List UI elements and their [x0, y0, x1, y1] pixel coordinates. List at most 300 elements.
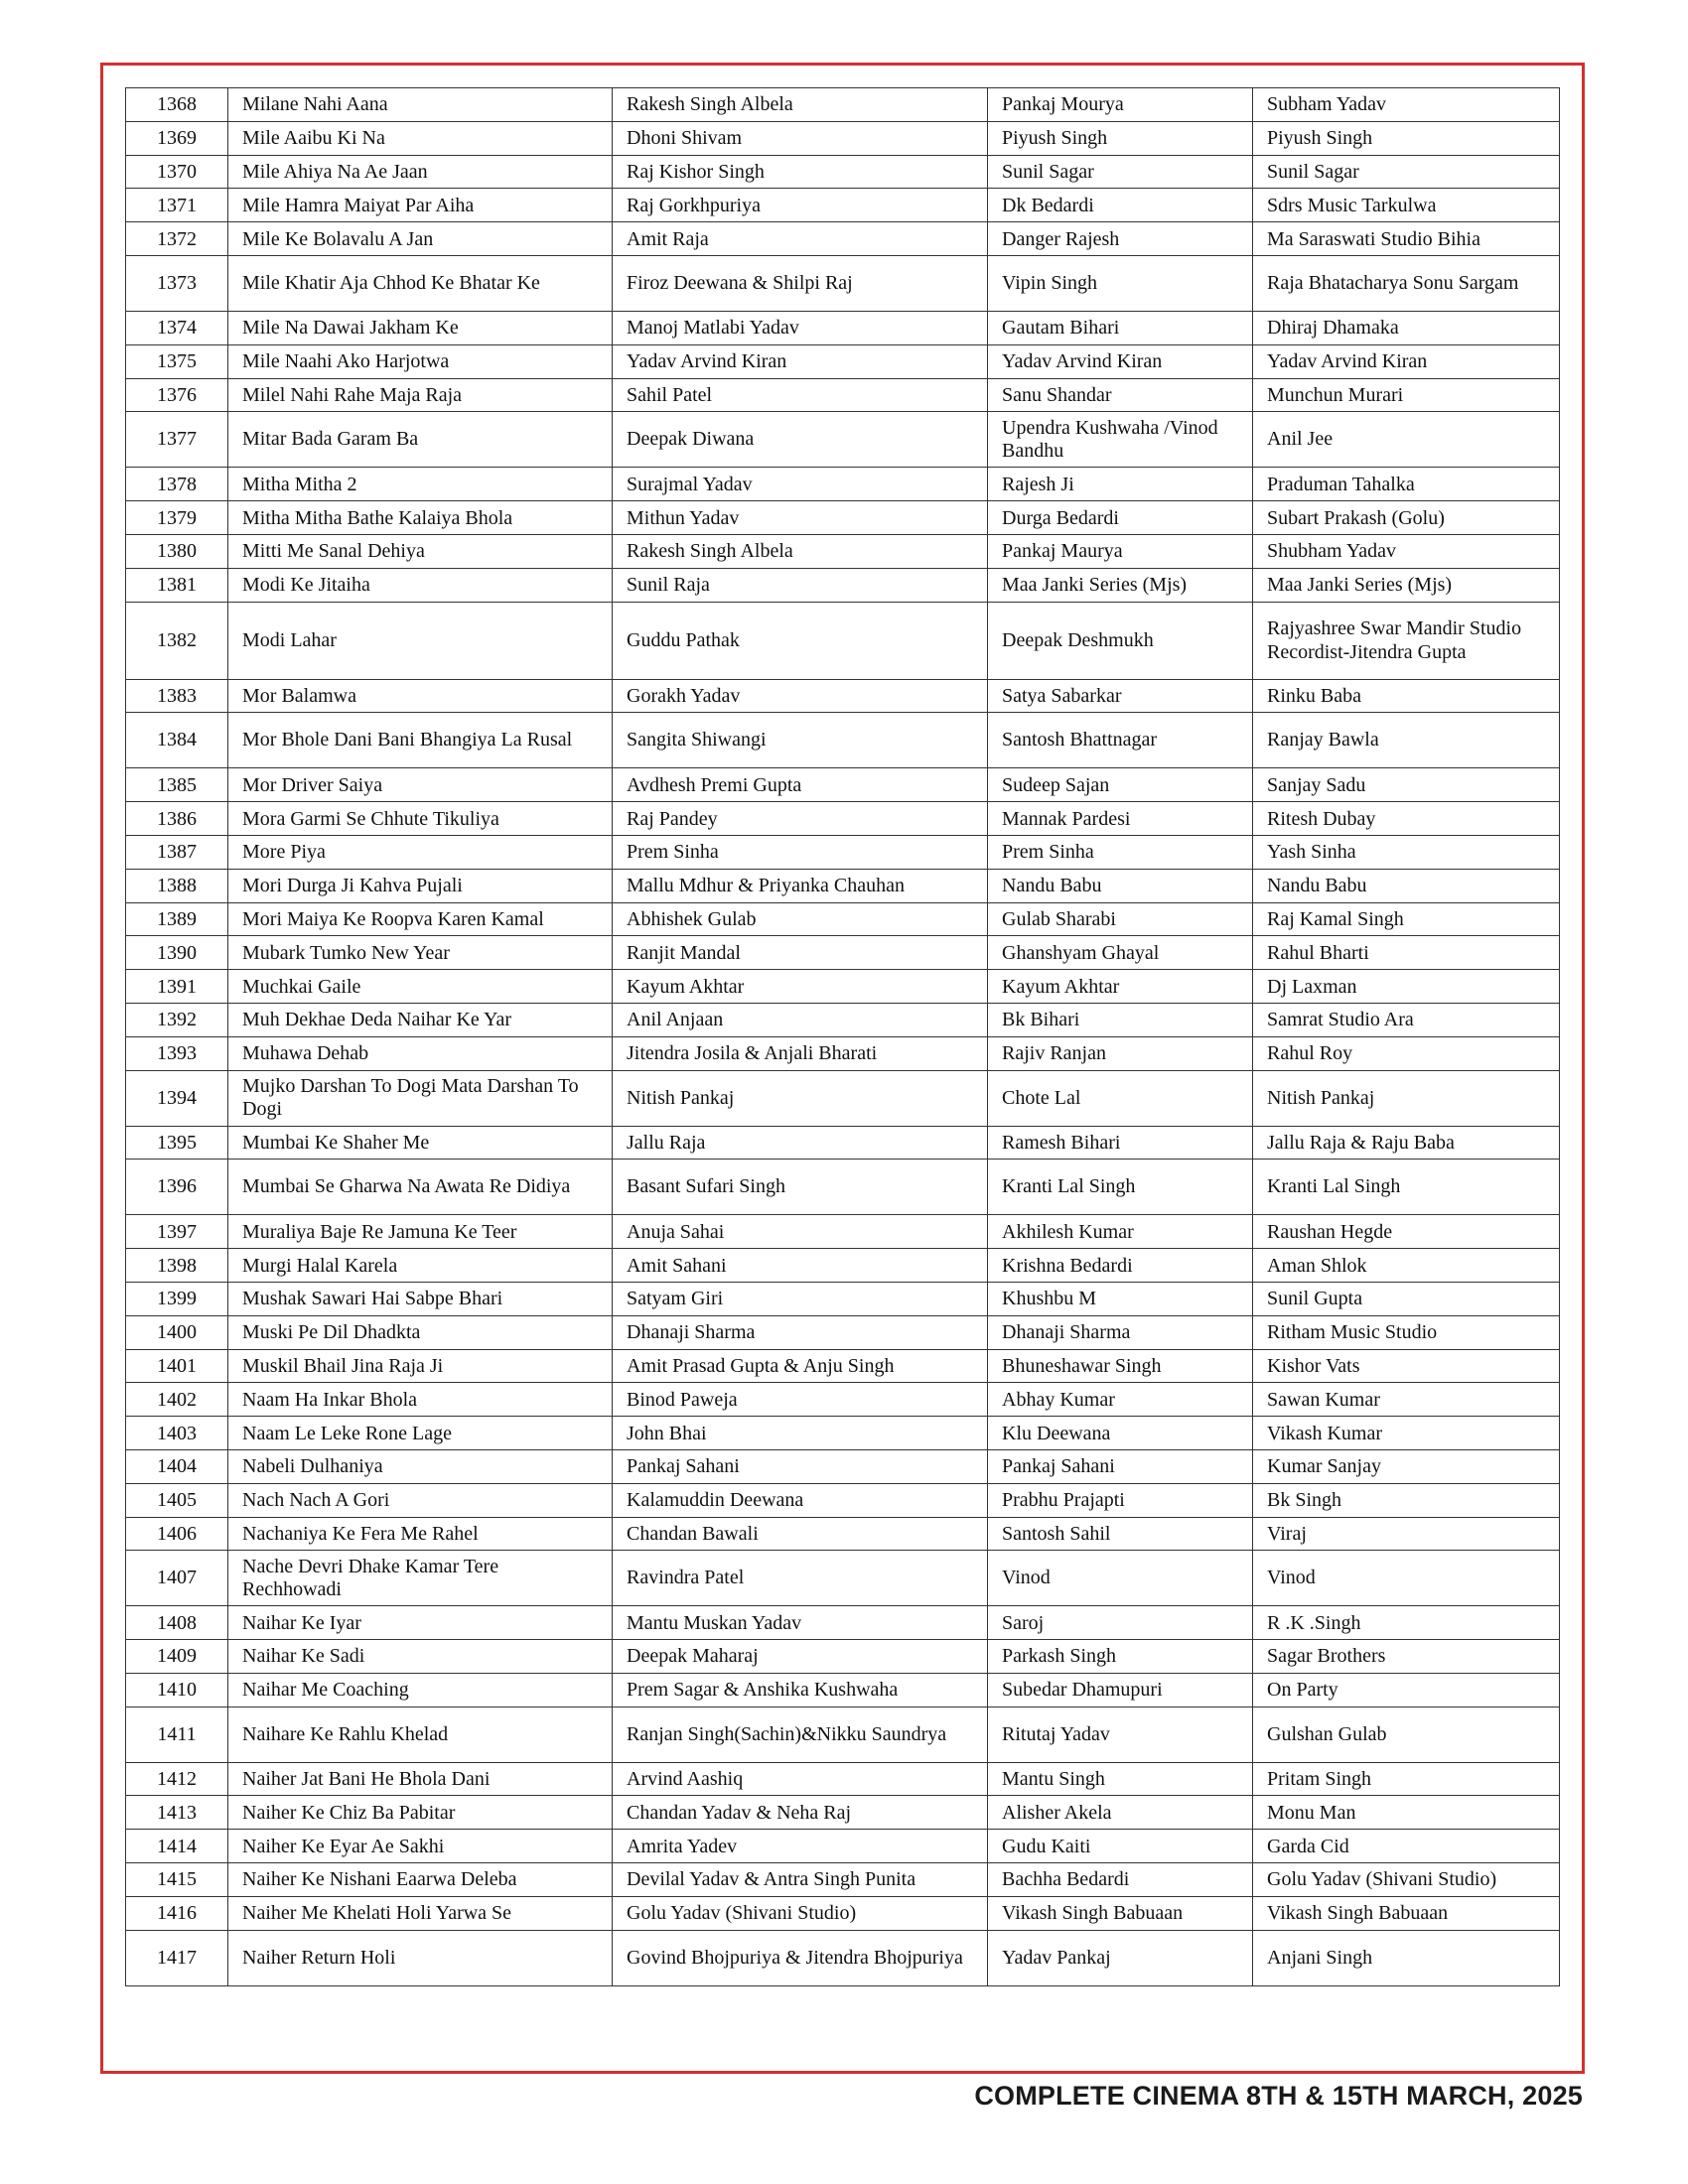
song-title-cell: Mile Na Dawai Jakham Ke [228, 311, 613, 344]
music-director-cell: Kishor Vats [1253, 1349, 1560, 1383]
song-title-cell: Naam Ha Inkar Bhola [228, 1383, 613, 1417]
singer-cell: Ranjit Mandal [613, 936, 988, 970]
table-row [126, 1449, 1560, 1483]
row-number-cell: 1400 [126, 1315, 228, 1349]
lyricist-cell: Rajiv Ranjan [988, 1036, 1253, 1070]
song-title-cell: Milel Nahi Rahe Maja Raja [228, 378, 613, 412]
row-number-cell: 1398 [126, 1249, 228, 1283]
song-title-cell: Mitar Bada Garam Ba [228, 412, 613, 468]
footer-publication: COMPLETE CINEMA 8TH & 15TH MARCH, 2025 [974, 2081, 1583, 2111]
row-number-cell: 1406 [126, 1517, 228, 1551]
singer-cell: Gorakh Yadav [613, 679, 988, 713]
music-director-cell: Anjani Singh [1253, 1930, 1560, 1985]
song-title-cell: Mora Garmi Se Chhute Tikuliya [228, 802, 613, 836]
lyricist-cell: Kayum Akhtar [988, 970, 1253, 1004]
table-row [126, 902, 1560, 936]
song-title-cell: Mitha Mitha Bathe Kalaiya Bhola [228, 501, 613, 535]
row-number-cell: 1417 [126, 1930, 228, 1985]
music-director-cell: Kumar Sanjay [1253, 1449, 1560, 1483]
music-director-cell: Rinku Baba [1253, 679, 1560, 713]
lyricist-cell: Chote Lal [988, 1070, 1253, 1126]
lyricist-cell: Satya Sabarkar [988, 679, 1253, 713]
singer-cell: Anil Anjaan [613, 1003, 988, 1036]
music-director-cell: Raj Kamal Singh [1253, 902, 1560, 936]
table-row [126, 835, 1560, 869]
row-number-cell: 1409 [126, 1640, 228, 1674]
song-title-cell: Mile Ahiya Na Ae Jaan [228, 155, 613, 189]
song-title-cell: Mori Durga Ji Kahva Pujali [228, 869, 613, 902]
music-director-cell: Yash Sinha [1253, 835, 1560, 869]
table-row [126, 768, 1560, 802]
music-director-cell: Nandu Babu [1253, 869, 1560, 902]
music-director-cell: Viraj [1253, 1517, 1560, 1551]
row-number-cell: 1388 [126, 869, 228, 902]
music-director-cell: Shubham Yadav [1253, 534, 1560, 568]
table-row [126, 344, 1560, 378]
music-director-cell: Dj Laxman [1253, 970, 1560, 1004]
singer-cell: Raj Gorkhpuriya [613, 189, 988, 222]
lyricist-cell: Gudu Kaiti [988, 1830, 1253, 1863]
music-director-cell: Subart Prakash (Golu) [1253, 501, 1560, 535]
row-number-cell: 1402 [126, 1383, 228, 1417]
music-director-cell: Dhiraj Dhamaka [1253, 311, 1560, 344]
table-row [126, 412, 1560, 468]
song-title-cell: Naihar Ke Sadi [228, 1640, 613, 1674]
singer-cell: Ravindra Patel [613, 1551, 988, 1606]
row-number-cell: 1381 [126, 568, 228, 602]
music-director-cell: Vinod [1253, 1551, 1560, 1606]
lyricist-cell: Gulab Sharabi [988, 902, 1253, 936]
table-row [126, 1126, 1560, 1160]
row-number-cell: 1368 [126, 88, 228, 122]
table-row [126, 88, 1560, 122]
music-director-cell: On Party [1253, 1673, 1560, 1706]
table-row [126, 1896, 1560, 1930]
row-number-cell: 1380 [126, 534, 228, 568]
music-director-cell: Ritesh Dubay [1253, 802, 1560, 836]
song-title-cell: Nachaniya Ke Fera Me Rahel [228, 1517, 613, 1551]
table-row [126, 1349, 1560, 1383]
table-row [126, 501, 1560, 535]
song-table [125, 87, 1560, 1986]
singer-cell: Rakesh Singh Albela [613, 88, 988, 122]
singer-cell: Deepak Diwana [613, 412, 988, 468]
song-title-cell: Naiher Ke Nishani Eaarwa Deleba [228, 1863, 613, 1897]
table-row [126, 1315, 1560, 1349]
lyricist-cell: Rajesh Ji [988, 468, 1253, 501]
music-director-cell: Samrat Studio Ara [1253, 1003, 1560, 1036]
song-title-cell: Muraliya Baje Re Jamuna Ke Teer [228, 1215, 613, 1249]
song-title-cell: Naihar Me Coaching [228, 1673, 613, 1706]
row-number-cell: 1412 [126, 1762, 228, 1796]
singer-cell: Avdhesh Premi Gupta [613, 768, 988, 802]
table-row [126, 1383, 1560, 1417]
singer-cell: John Bhai [613, 1417, 988, 1450]
lyricist-cell: Yadav Pankaj [988, 1930, 1253, 1985]
singer-cell: Jallu Raja [613, 1126, 988, 1160]
row-number-cell: 1414 [126, 1830, 228, 1863]
lyricist-cell: Mantu Singh [988, 1762, 1253, 1796]
singer-cell: Abhishek Gulab [613, 902, 988, 936]
lyricist-cell: Vipin Singh [988, 255, 1253, 311]
lyricist-cell: Pankaj Maurya [988, 534, 1253, 568]
row-number-cell: 1369 [126, 121, 228, 155]
song-title-cell: Modi Ke Jitaiha [228, 568, 613, 602]
music-director-cell: Rahul Roy [1253, 1036, 1560, 1070]
lyricist-cell: Dk Bedardi [988, 189, 1253, 222]
song-title-cell: Naiher Me Khelati Holi Yarwa Se [228, 1896, 613, 1930]
song-title-cell: Mile Aaibu Ki Na [228, 121, 613, 155]
lyricist-cell: Vikash Singh Babuaan [988, 1896, 1253, 1930]
singer-cell: Satyam Giri [613, 1282, 988, 1315]
singer-cell: Amit Prasad Gupta & Anju Singh [613, 1349, 988, 1383]
music-director-cell: Maa Janki Series (Mjs) [1253, 568, 1560, 602]
music-director-cell: Garda Cid [1253, 1830, 1560, 1863]
singer-cell: Yadav Arvind Kiran [613, 344, 988, 378]
table-row [126, 1070, 1560, 1126]
music-director-cell: Subham Yadav [1253, 88, 1560, 122]
music-director-cell: Anil Jee [1253, 412, 1560, 468]
singer-cell: Raj Kishor Singh [613, 155, 988, 189]
music-director-cell: Kranti Lal Singh [1253, 1160, 1560, 1215]
music-director-cell: Praduman Tahalka [1253, 468, 1560, 501]
song-title-cell: Nache Devri Dhake Kamar Tere Rechhowadi [228, 1551, 613, 1606]
song-title-cell: Muhawa Dehab [228, 1036, 613, 1070]
table-row [126, 1673, 1560, 1706]
singer-cell: Arvind Aashiq [613, 1762, 988, 1796]
table-row [126, 1551, 1560, 1606]
singer-cell: Surajmal Yadav [613, 468, 988, 501]
music-director-cell: Monu Man [1253, 1796, 1560, 1830]
lyricist-cell: Krishna Bedardi [988, 1249, 1253, 1283]
lyricist-cell: Sunil Sagar [988, 155, 1253, 189]
song-title-cell: Mitti Me Sanal Dehiya [228, 534, 613, 568]
lyricist-cell: Saroj [988, 1606, 1253, 1640]
song-title-cell: Mile Naahi Ako Harjotwa [228, 344, 613, 378]
lyricist-cell: Pankaj Mourya [988, 88, 1253, 122]
song-title-cell: Nach Nach A Gori [228, 1483, 613, 1517]
singer-cell: Sahil Patel [613, 378, 988, 412]
singer-cell: Jitendra Josila & Anjali Bharati [613, 1036, 988, 1070]
singer-cell: Amrita Yadev [613, 1830, 988, 1863]
lyricist-cell: Upendra Kushwaha /Vinod Bandhu [988, 412, 1253, 468]
table-row [126, 1606, 1560, 1640]
music-director-cell: Nitish Pankaj [1253, 1070, 1560, 1126]
lyricist-cell: Akhilesh Kumar [988, 1215, 1253, 1249]
lyricist-cell: Abhay Kumar [988, 1383, 1253, 1417]
table-row [126, 679, 1560, 713]
table-row [126, 869, 1560, 902]
music-director-cell: Pritam Singh [1253, 1762, 1560, 1796]
music-director-cell: Bk Singh [1253, 1483, 1560, 1517]
singer-cell: Sangita Shiwangi [613, 713, 988, 768]
row-number-cell: 1372 [126, 222, 228, 256]
table-row [126, 568, 1560, 602]
lyricist-cell: Klu Deewana [988, 1417, 1253, 1450]
lyricist-cell: Sanu Shandar [988, 378, 1253, 412]
song-title-cell: Naihar Ke Iyar [228, 1606, 613, 1640]
table-row [126, 802, 1560, 836]
table-row [126, 936, 1560, 970]
singer-cell: Mantu Muskan Yadav [613, 1606, 988, 1640]
table-row [126, 1930, 1560, 1985]
music-director-cell: Gulshan Gulab [1253, 1706, 1560, 1762]
table-row [126, 121, 1560, 155]
row-number-cell: 1376 [126, 378, 228, 412]
music-director-cell: Raushan Hegde [1253, 1215, 1560, 1249]
singer-cell: Sunil Raja [613, 568, 988, 602]
singer-cell: Chandan Yadav & Neha Raj [613, 1796, 988, 1830]
music-director-cell: Vikash Kumar [1253, 1417, 1560, 1450]
singer-cell: Prem Sinha [613, 835, 988, 869]
singer-cell: Guddu Pathak [613, 602, 988, 679]
lyricist-cell: Kranti Lal Singh [988, 1160, 1253, 1215]
table-row [126, 1215, 1560, 1249]
row-number-cell: 1405 [126, 1483, 228, 1517]
row-number-cell: 1408 [126, 1606, 228, 1640]
singer-cell: Chandan Bawali [613, 1517, 988, 1551]
song-title-cell: Muski Pe Dil Dhadkta [228, 1315, 613, 1349]
singer-cell: Raj Pandey [613, 802, 988, 836]
singer-cell: Mallu Mdhur & Priyanka Chauhan [613, 869, 988, 902]
row-number-cell: 1411 [126, 1706, 228, 1762]
song-title-cell: Muh Dekhae Deda Naihar Ke Yar [228, 1003, 613, 1036]
row-number-cell: 1392 [126, 1003, 228, 1036]
lyricist-cell: Ghanshyam Ghayal [988, 936, 1253, 970]
row-number-cell: 1401 [126, 1349, 228, 1383]
music-director-cell: Raja Bhatacharya Sonu Sargam [1253, 255, 1560, 311]
song-title-cell: Mile Hamra Maiyat Par Aiha [228, 189, 613, 222]
music-director-cell: Sunil Gupta [1253, 1282, 1560, 1315]
table-row [126, 970, 1560, 1004]
row-number-cell: 1390 [126, 936, 228, 970]
song-title-cell: Naiher Ke Chiz Ba Pabitar [228, 1796, 613, 1830]
singer-cell: Govind Bhojpuriya & Jitendra Bhojpuriya [613, 1930, 988, 1985]
table-row [126, 713, 1560, 768]
music-director-cell: Sunil Sagar [1253, 155, 1560, 189]
music-director-cell: Golu Yadav (Shivani Studio) [1253, 1863, 1560, 1897]
singer-cell: Manoj Matlabi Yadav [613, 311, 988, 344]
singer-cell: Nitish Pankaj [613, 1070, 988, 1126]
singer-cell: Ranjan Singh(Sachin)&Nikku Saundrya [613, 1706, 988, 1762]
row-number-cell: 1377 [126, 412, 228, 468]
song-title-cell: Muskil Bhail Jina Raja Ji [228, 1349, 613, 1383]
lyricist-cell: Yadav Arvind Kiran [988, 344, 1253, 378]
lyricist-cell: Pankaj Sahani [988, 1449, 1253, 1483]
lyricist-cell: Bk Bihari [988, 1003, 1253, 1036]
row-number-cell: 1378 [126, 468, 228, 501]
table-row [126, 1160, 1560, 1215]
table-row [126, 155, 1560, 189]
table-row [126, 189, 1560, 222]
singer-cell: Pankaj Sahani [613, 1449, 988, 1483]
song-title-cell: Mor Driver Saiya [228, 768, 613, 802]
row-number-cell: 1375 [126, 344, 228, 378]
singer-cell: Dhoni Shivam [613, 121, 988, 155]
row-number-cell: 1403 [126, 1417, 228, 1450]
song-title-cell: Mitha Mitha 2 [228, 468, 613, 501]
lyricist-cell: Durga Bedardi [988, 501, 1253, 535]
lyricist-cell: Subedar Dhamupuri [988, 1673, 1253, 1706]
singer-cell: Devilal Yadav & Antra Singh Punita [613, 1863, 988, 1897]
table-row [126, 378, 1560, 412]
row-number-cell: 1385 [126, 768, 228, 802]
singer-cell: Kayum Akhtar [613, 970, 988, 1004]
table-row [126, 255, 1560, 311]
row-number-cell: 1382 [126, 602, 228, 679]
song-title-cell: Mor Bhole Dani Bani Bhangiya La Rusal [228, 713, 613, 768]
music-director-cell: Ritham Music Studio [1253, 1315, 1560, 1349]
row-number-cell: 1393 [126, 1036, 228, 1070]
lyricist-cell: Prabhu Prajapti [988, 1483, 1253, 1517]
lyricist-cell: Piyush Singh [988, 121, 1253, 155]
lyricist-cell: Maa Janki Series (Mjs) [988, 568, 1253, 602]
music-director-cell: Sagar Brothers [1253, 1640, 1560, 1674]
song-title-cell: Naiher Jat Bani He Bhola Dani [228, 1762, 613, 1796]
row-number-cell: 1391 [126, 970, 228, 1004]
song-title-cell: Modi Lahar [228, 602, 613, 679]
row-number-cell: 1387 [126, 835, 228, 869]
lyricist-cell: Alisher Akela [988, 1796, 1253, 1830]
song-title-cell: Naam Le Leke Rone Lage [228, 1417, 613, 1450]
row-number-cell: 1413 [126, 1796, 228, 1830]
table-row [126, 602, 1560, 679]
lyricist-cell: Khushbu M [988, 1282, 1253, 1315]
lyricist-cell: Dhanaji Sharma [988, 1315, 1253, 1349]
row-number-cell: 1404 [126, 1449, 228, 1483]
row-number-cell: 1370 [126, 155, 228, 189]
table-row [126, 1640, 1560, 1674]
song-title-cell: Mori Maiya Ke Roopva Karen Kamal [228, 902, 613, 936]
lyricist-cell: Danger Rajesh [988, 222, 1253, 256]
row-number-cell: 1397 [126, 1215, 228, 1249]
song-title-cell: Mushak Sawari Hai Sabpe Bhari [228, 1282, 613, 1315]
singer-cell: Basant Sufari Singh [613, 1160, 988, 1215]
table-row [126, 1706, 1560, 1762]
table-row [126, 1517, 1560, 1551]
singer-cell: Amit Sahani [613, 1249, 988, 1283]
table-row [126, 1249, 1560, 1283]
music-director-cell: R .K .Singh [1253, 1606, 1560, 1640]
music-director-cell: Ranjay Bawla [1253, 713, 1560, 768]
table-row [126, 1762, 1560, 1796]
singer-cell: Binod Paweja [613, 1383, 988, 1417]
song-title-cell: Mile Khatir Aja Chhod Ke Bhatar Ke [228, 255, 613, 311]
table-row [126, 1830, 1560, 1863]
singer-cell: Mithun Yadav [613, 501, 988, 535]
lyricist-cell: Deepak Deshmukh [988, 602, 1253, 679]
row-number-cell: 1415 [126, 1863, 228, 1897]
music-director-cell: Yadav Arvind Kiran [1253, 344, 1560, 378]
music-director-cell: Piyush Singh [1253, 121, 1560, 155]
table-row [126, 222, 1560, 256]
music-director-cell: Sdrs Music Tarkulwa [1253, 189, 1560, 222]
table-row [126, 534, 1560, 568]
lyricist-cell: Vinod [988, 1551, 1253, 1606]
music-director-cell: Aman Shlok [1253, 1249, 1560, 1283]
song-title-cell: Naiher Return Holi [228, 1930, 613, 1985]
lyricist-cell: Ramesh Bihari [988, 1126, 1253, 1160]
lyricist-cell: Santosh Bhattnagar [988, 713, 1253, 768]
lyricist-cell: Gautam Bihari [988, 311, 1253, 344]
row-number-cell: 1407 [126, 1551, 228, 1606]
row-number-cell: 1374 [126, 311, 228, 344]
song-title-cell: More Piya [228, 835, 613, 869]
song-title-cell: Murgi Halal Karela [228, 1249, 613, 1283]
singer-cell: Rakesh Singh Albela [613, 534, 988, 568]
row-number-cell: 1396 [126, 1160, 228, 1215]
song-title-cell: Muchkai Gaile [228, 970, 613, 1004]
lyricist-cell: Parkash Singh [988, 1640, 1253, 1674]
music-director-cell: Jallu Raja & Raju Baba [1253, 1126, 1560, 1160]
lyricist-cell: Bhuneshawar Singh [988, 1349, 1253, 1383]
table-row [126, 1796, 1560, 1830]
row-number-cell: 1383 [126, 679, 228, 713]
singer-cell: Dhanaji Sharma [613, 1315, 988, 1349]
table-row [126, 1417, 1560, 1450]
singer-cell: Deepak Maharaj [613, 1640, 988, 1674]
table-row [126, 1036, 1560, 1070]
lyricist-cell: Nandu Babu [988, 869, 1253, 902]
song-title-cell: Mumbai Se Gharwa Na Awata Re Didiya [228, 1160, 613, 1215]
row-number-cell: 1371 [126, 189, 228, 222]
row-number-cell: 1399 [126, 1282, 228, 1315]
row-number-cell: 1379 [126, 501, 228, 535]
music-director-cell: Ma Saraswati Studio Bihia [1253, 222, 1560, 256]
table-row [126, 311, 1560, 344]
music-director-cell: Rajyashree Swar Mandir Studio Recordist-Jitendra Gupta [1253, 602, 1560, 679]
singer-cell: Prem Sagar & Anshika Kushwaha [613, 1673, 988, 1706]
music-director-cell: Rahul Bharti [1253, 936, 1560, 970]
singer-cell: Anuja Sahai [613, 1215, 988, 1249]
singer-cell: Firoz Deewana & Shilpi Raj [613, 255, 988, 311]
lyricist-cell: Bachha Bedardi [988, 1863, 1253, 1897]
lyricist-cell: Prem Sinha [988, 835, 1253, 869]
lyricist-cell: Ritutaj Yadav [988, 1706, 1253, 1762]
singer-cell: Amit Raja [613, 222, 988, 256]
row-number-cell: 1373 [126, 255, 228, 311]
singer-cell: Kalamuddin Deewana [613, 1483, 988, 1517]
lyricist-cell: Santosh Sahil [988, 1517, 1253, 1551]
music-director-cell: Sanjay Sadu [1253, 768, 1560, 802]
table-row [126, 468, 1560, 501]
music-director-cell: Sawan Kumar [1253, 1383, 1560, 1417]
row-number-cell: 1395 [126, 1126, 228, 1160]
singer-cell: Golu Yadav (Shivani Studio) [613, 1896, 988, 1930]
music-director-cell: Vikash Singh Babuaan [1253, 1896, 1560, 1930]
row-number-cell: 1410 [126, 1673, 228, 1706]
song-title-cell: Naihare Ke Rahlu Khelad [228, 1706, 613, 1762]
lyricist-cell: Mannak Pardesi [988, 802, 1253, 836]
row-number-cell: 1386 [126, 802, 228, 836]
table-row [126, 1003, 1560, 1036]
table-row [126, 1282, 1560, 1315]
table-row [126, 1483, 1560, 1517]
song-title-cell: Milane Nahi Aana [228, 88, 613, 122]
song-title-cell: Mile Ke Bolavalu A Jan [228, 222, 613, 256]
song-title-cell: Nabeli Dulhaniya [228, 1449, 613, 1483]
row-number-cell: 1416 [126, 1896, 228, 1930]
music-director-cell: Munchun Murari [1253, 378, 1560, 412]
row-number-cell: 1394 [126, 1070, 228, 1126]
song-title-cell: Mumbai Ke Shaher Me [228, 1126, 613, 1160]
row-number-cell: 1389 [126, 902, 228, 936]
lyricist-cell: Sudeep Sajan [988, 768, 1253, 802]
song-title-cell: Mujko Darshan To Dogi Mata Darshan To Dogi [228, 1070, 613, 1126]
song-title-cell: Naiher Ke Eyar Ae Sakhi [228, 1830, 613, 1863]
table-row [126, 1863, 1560, 1897]
song-title-cell: Mor Balamwa [228, 679, 613, 713]
